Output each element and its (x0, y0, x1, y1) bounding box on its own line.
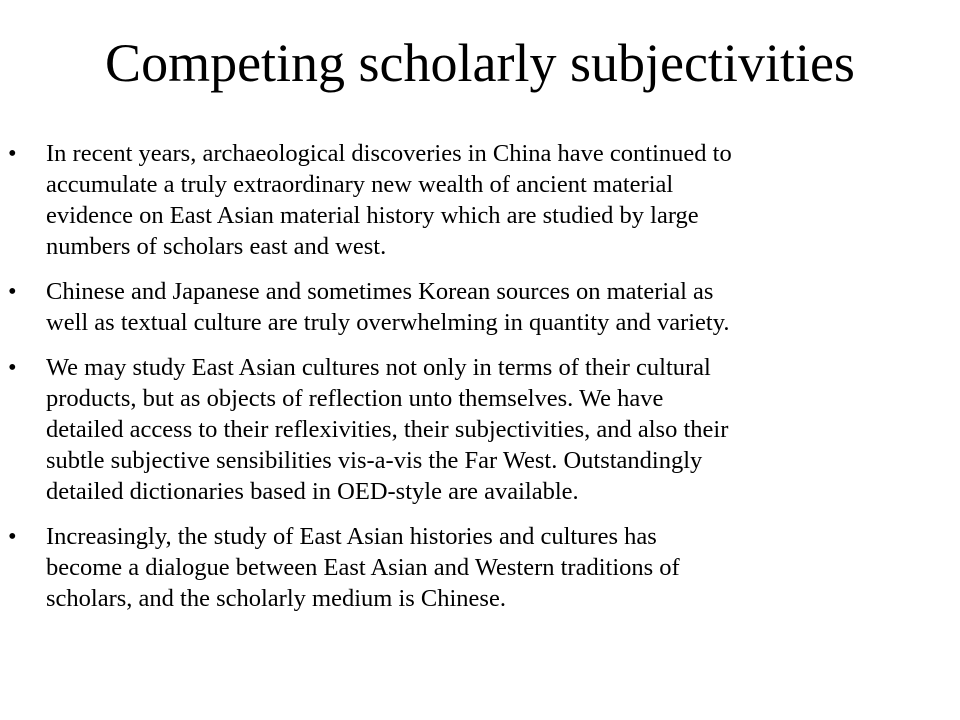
bullet-text-line: scholars, and the scholarly medium is Chinese. (46, 585, 506, 612)
bullet-text-line: numbers of scholars east and west. (46, 233, 387, 260)
bullet-text-line: We may study East Asian cultures not only in terms of their cultural (46, 354, 711, 381)
bullet-text-line: detailed dictionaries based in OED-style are available. (46, 478, 579, 505)
bullet-text-line: well as textual culture are truly overwhelming in quantity and variety. (46, 309, 730, 336)
bullet-text-line: Chinese and Japanese and sometimes Korean sources on material as (46, 278, 714, 305)
bullet-item-4 (0, 521, 960, 614)
bullet-text-line: In recent years, archaeological discoveries in China have continued to (46, 140, 732, 167)
bullet-marker: • (8, 140, 17, 167)
bullet-text-line: Increasingly, the study of East Asian histories and cultures has (46, 523, 657, 550)
bullet-marker: • (8, 523, 17, 550)
bullet-text-line: accumulate a truly extraordinary new wealth of ancient material (46, 171, 674, 198)
bullet-list (0, 138, 960, 628)
bullet-text-line: become a dialogue between East Asian and Western traditions of (46, 554, 680, 581)
bullet-text-line: evidence on East Asian material history which are studied by large (46, 202, 699, 229)
bullet-item-2 (0, 276, 960, 338)
slide-title: Competing scholarly subjectivities (105, 33, 855, 93)
bullet-text-line: products, but as objects of reflection unto themselves. We have (46, 385, 664, 412)
bullet-item-3 (0, 352, 960, 507)
bullet-marker: • (8, 354, 17, 381)
bullet-item-1 (0, 138, 960, 262)
bullet-marker: • (8, 278, 17, 305)
bullet-text-line: subtle subjective sensibilities vis-a-vis the Far West. Outstandingly (46, 447, 703, 474)
bullet-text-line: detailed access to their reflexivities, their subjectivities, and also their (46, 416, 729, 443)
